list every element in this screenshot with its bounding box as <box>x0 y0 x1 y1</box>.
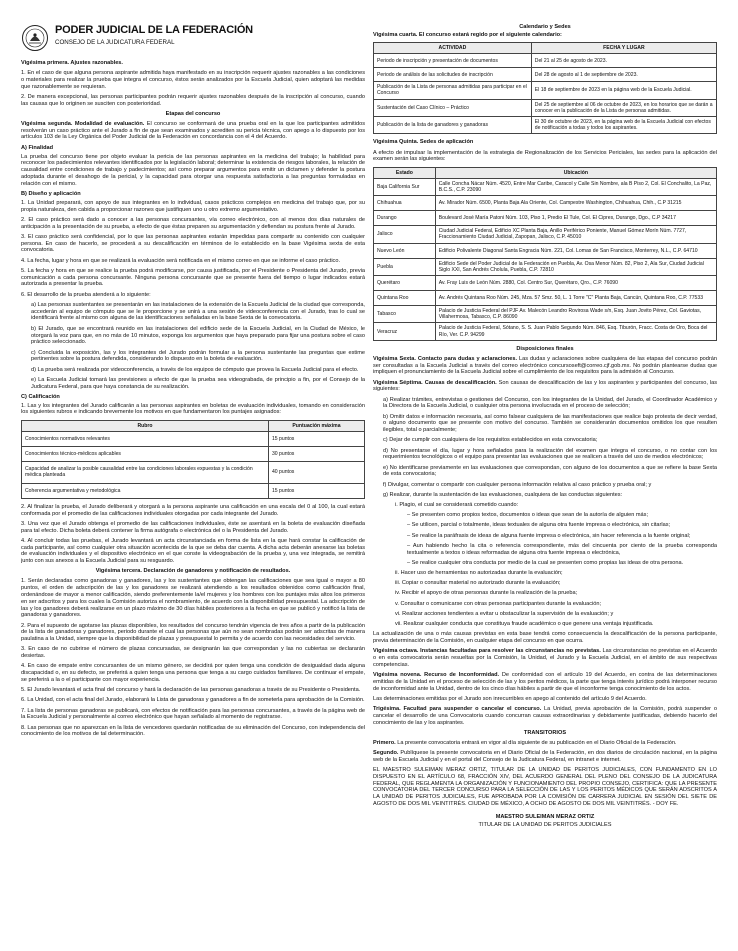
table-row <box>374 243 717 258</box>
clause-text: El concurso se conformará de una prueba oral en la que los participantes admitidos resolverán un caso práctico ante el Jurado a fin de que sean examinados y acrediten su pericia técnica, con apego a lo dispuesto por los artículos 103 de la Ley Orgánica del Poder Judicial de la Federación en concordancia con el 4 del Acuerdo. <box>21 120 365 141</box>
list-item: c) Concluida la exposición, las y los integrantes del Jurado podrán formular a la persona sustentante las preguntas que estime pertinentes sobre la postura defendida, considerando lo dispuesto en la boleta de evaluación. <box>31 349 365 363</box>
clause-text: La presente convocatoria entrará en vigor al día siguiente de su publicación en el Diario Oficial de la Federación. <box>395 739 677 746</box>
list-item: – Aun habiendo hecho la cita o referencia correspondiente, más del cincuenta por ciento de la prueba corresponda textualmente a textos o ideas reformadas de alguna otra fuente impresa o electrónica, <box>407 542 717 556</box>
list-item: – Se presenten como propios textos, documentos o ideas que sean de la autoría de alguien más; <box>407 512 649 519</box>
certification-paragraph: EL MAESTRO SULEIMAN MERAZ ORTIZ, TITULAR DE LA UNIDAD DE PERITOS JUDICIALES, CON FUNDAMENTO EN LO DISPUESTO EN EL ARTÍCULO 68, FRACCIÓN XIV, DEL ACUERDO GENERAL DEL PLENO DEL CONSEJO DE LA JUDICATURA FEDERAL, QUE REGLAMENTA LA ORGANIZACIÓN Y FUNCIONAMIENTO DEL PROPIO CONSEJO, CERTIFICA: QUE LA PRESENTE CONVOCATORIA DEL TERCER CONCURSO PARA LA SELECCIÓN DE LAS Y LOS PERITOS MÉDICOS QUE SERÁN ADSCRITOS A LA UNIDAD DE PERITOS JUDICIALES, FUE APROBADA POR LA COMISIÓN DE CARRERA JUDICIAL EN SESIÓN DEL SIETE DE AGOSTO DE DOS MIL VEINTITRÉS. CIUDAD DE MÉXICO, A OCHO DE AGOSTO DE DOS MIL VEINTITRÉS. - DOY FE. <box>373 767 717 808</box>
table-cell: Periodo de análisis de las solicitudes de inscripción <box>374 68 532 82</box>
paragraph <box>373 672 717 692</box>
table-row <box>374 211 717 226</box>
table-row <box>22 461 365 483</box>
table-row <box>374 68 717 82</box>
clause-title: Trigésima. Facultad para suspender o cancelar el concurso. <box>373 706 542 713</box>
paragraph <box>373 380 717 394</box>
paragraph: A efecto de impulsar la implementación de la estrategia de Regionalización de los Servicios Periciales, las sedes para la aplicación del examen serán las siguientes: <box>373 149 717 163</box>
table-cell: Coherencia argumentativa y metodológica <box>22 483 269 498</box>
clause-text: Son causas de descalificación de las y los aspirantes y participantes del concurso, las siguientes: <box>373 379 717 393</box>
list-item-text: Se utilicen, parcial o totalmente, ideas textuales de alguna otra fuente impresa o electrónica, sin citarlas; <box>411 522 671 529</box>
paragraph: 1. Las y los integrantes del Jurado calificarán a las personas aspirantes en boletas de evaluación individuales, tomando en consideración los siguientes rubros e indicando brevemente los motivos en que fundamentaron los puntajes asignados: <box>21 402 365 416</box>
paragraph: 2. Para el supuesto de agotarse las plazas disponibles, los resultados del concurso tendrán vigencia de tres años a partir de la publicación de la lista de ganadoras y ganadores, periodo durante el cual las personas que aún no sean nombradas podrán ser adscritas de manera paulatina a la Unidad, siempre que la disponibilidad de plazas y presupuestal lo permita y de acuerdo con las necesidades del servicio. <box>21 622 365 643</box>
table-cell: 30 puntos <box>268 446 364 461</box>
table-cell: Conocimientos normativos relevantes <box>22 431 269 446</box>
clause-text: La Unidad, previa aprobación de la Comisión, podrá suspender o cancelar el desarrollo de una Convocatoria cuando concurran causas extraordinarias y debidamente justificadas, debiendo hacerlo del conocimiento de las y los aspirantes. <box>373 706 717 726</box>
table-cell: Av. Mirador Núm. 6500, Planta Baja Ala Oriente, Col. Campestre Washington, Chihuahua, Chih., C.P 31215 <box>435 196 716 211</box>
list-item: iii. Copiar o consultar material no autorizado durante la evaluación; <box>395 580 561 587</box>
paragraph: Las determinaciones emitidas por el Jurado son inrecurribles en apego al contenido del artículo 9 del Acuerdo. <box>373 695 647 702</box>
clause-text: Las dudas y aclaraciones sobre cualquiera de las etapas del concurso podrán ser consultadas a la Escuela Judicial a través del correo electrónico concursoseft@correo.cjf.gob.mx. No podrán plantearse dudas que impliquen el pronunciamiento de la Escuela Judicial sobre el cumplimiento de los requisitos para la admisión al Concurso. <box>373 355 717 376</box>
paragraph: 4. Al concluir todas las pruebas, el Jurado levantará un acta circunstanciada en forma de lista en la que hará constar la calificación de cada participante, así como cualquier otra situación acontecida de la que se deba dar cuenta. A dicha acta deberán anexarse las boletas de evaluación individuales y el dispositivo electrónico en el que conste la videograbación de la prueba y, una vez integrada, se remitirá junto con sus anexos a la Escuela Judicial para su resguardo. <box>21 537 365 565</box>
table-cell: Quintana Roo <box>374 291 436 306</box>
section-heading: Vigésima primera. Ajustes razonables. <box>21 60 123 66</box>
table-cell: Publicación de la Lista de personas admitidas para participar en el Concurso <box>374 82 532 99</box>
table-cell: Baja California Sur <box>374 178 436 195</box>
clause-title: Primero. <box>373 739 396 746</box>
table-cell: Av. Andrés Quintana Roo Núm. 245, Mza. 57 Smz. 50, L. 1 Torre "C" Planta Baja, Cancún, Quintana Roo, C.P. 77533 <box>435 291 716 306</box>
paragraph: 1. La Unidad preparará, con apoyo de sus integrantes en lo individual, casos prácticos complejos en medicina del trabajo que, por su propia naturaleza, den cabida a proporcionar razones que justifiquen uno u otro extremo argumentativo. <box>21 199 365 213</box>
table-cell: Del 21 al 25 de agosto de 2023. <box>531 54 716 68</box>
list-item: e) La Escuela Judicial tomará las previsiones a efecto de que la prueba sea videograbada, de principio a fin, por el Consejo de la Judicatura Federal, para que haya constancia de su realización. <box>31 376 365 390</box>
table-cell: Av. Fray Luis de León Núm. 2880, Col. Centro Sur, Querétaro, Qro., C.P. 76090 <box>435 276 716 291</box>
table-cell: Edificio Sede del Poder Judicial de la Federación en Puebla, Av. Osa Menor Núm. 82, Piso 2, Ala Sur, Ciudad Judicial Siglo XXI, San Andrés Cholula, Puebla, C.P. 72810 <box>435 258 716 275</box>
paragraph <box>373 750 717 764</box>
scoring-table <box>21 420 365 499</box>
clause-title: Vigésima segunda. Modalidad de evaluación. <box>21 120 145 127</box>
signatory-name: MAESTRO SULEIMAN MERAZ ORTIZ <box>495 813 595 820</box>
list-item: a) Realizar trámites, entrevistas o gestiones del Concurso, con los integrantes de la Unidad, del Jurado, el Coordinador Académico y la Directora de la Escuela Judicial, o cualquier otra persona involucrada en el proceso de selección; <box>383 396 717 410</box>
paragraph: 6. El desarrollo de la prueba atenderá a lo siguiente: <box>21 291 151 298</box>
table-cell: Puebla <box>374 258 436 275</box>
clause-title: Vigésima cuarta. El concurso estará regido por el siguiente calendario: <box>373 31 562 38</box>
table-cell: Chihuahua <box>374 196 436 211</box>
paragraph: 5. El Jurado levantará el acta final del concurso y hará la declaración de las personas ganadoras a través de su Presidente o Presidenta. <box>21 687 361 694</box>
table-header: Estado <box>374 167 436 178</box>
paragraph <box>21 121 365 141</box>
org-title: PODER JUDICIAL DE LA FEDERACIÓN <box>55 24 253 36</box>
table-cell: Veracruz <box>374 323 436 340</box>
list-item: g) Realizar, durante la sustentación de las evaluaciones, cualquiera de las conductas siguientes: <box>383 491 623 498</box>
table-row <box>374 82 717 99</box>
clause-title: Vigésima novena. Recurso de Inconformidad. <box>373 672 500 679</box>
table-cell: Calle Concha Nácar Núm. 4520, Entre Mar Caribe, Caracol y Calle Sin Nombre, ala B Piso 2, Col. El Conchalito, La Paz, B.C.S., C.P. 23090 <box>435 178 716 195</box>
clause-text: De conformidad con el artículo 19 del Acuerdo, en contra de las determinaciones emitidas de la Unidad en el proceso de selección de las y los peritos médicos, la parte que tenga interés jurídico podrá interponer recurso de inconformidad ante la Unidad, dentro de los cinco días hábiles a partir de que el inconforme tenga conocimiento de los actos. <box>373 672 717 692</box>
table-header: ACTIVIDAD <box>374 43 532 54</box>
left-column <box>21 0 365 951</box>
list-item-text: Aun habiendo hecho la cita o referencia correspondiente, más del cincuenta por ciento de la prueba corresponda textualmente a textos o ideas reformadas de alguna otra fuente impresa o electrónica, <box>407 542 717 556</box>
table-cell: Del 28 de agosto al 1 de septiembre de 2023. <box>531 68 716 82</box>
table-row <box>374 306 717 323</box>
table-cell: Nuevo León <box>374 243 436 258</box>
list-item: – Se utilicen, parcial o totalmente, ideas textuales de alguna otra fuente impresa o electrónica, sin citarlas; <box>407 522 671 529</box>
table-cell: Capacidad de analizar la posible causalidad entre las condiciones laborales expuestas y la condición médica planteada <box>22 461 269 483</box>
table-row <box>374 323 717 340</box>
table-row <box>374 226 717 243</box>
clause-title: Segundo. <box>373 750 399 756</box>
table-row <box>374 196 717 211</box>
section-heading: Vigésima tercera. Declaración de ganadores y notificación de resultados. <box>95 568 291 575</box>
calendar-table <box>373 42 717 134</box>
paragraph: La prueba del concurso tiene por objeto evaluar la pericia de las personas aspirantes en la medicina del trabajo; la habilidad para reconocer los padecimientos relevantes identificados por la legislación laboral; determinar la existencia de riesgos laborales, la relación de causalidad entre condiciones de trabajo y padecimientos; así como preparar argumentos para emitir un dictamen y defender la postura adoptada durante el desahogo de la pericial, y la capacidad para otorgar una respuesta satisfactoria a las preguntas formuladas en relación con el mismo. <box>21 153 365 187</box>
subsection-heading: C) Calificación <box>21 393 60 400</box>
paragraph: 1. Serán declaradas como ganadoras y ganadores, las y los sustentantes que obtengan las calificaciones que sea igual o mayor a 80 puntos, el orden de adscripción de las y los ganadores se realizará atendiendo a los resultados obtenidos como calificación final, ordenándose de mayor a menor calificación, siendo preferentemente la/el mujeres y los hombres con los puntajes más altos los primeros en ser adscritos y para los cuales la Comisión autoriza el nombramiento, de acuerdo con la disponibilidad presupuestal. La adscripción de las y los ganadores deberá realizarse en un plazo máximo de 30 días hábiles posteriores a la fecha en que se publicó y notificó la lista de ganadoras y ganadores. <box>21 578 365 619</box>
table-cell: Durango <box>374 211 436 226</box>
clause-text: Las circunstancias no previstas en el Acuerdo o en esta convocatoria serán resueltas por la Comisión, la Unidad, el Jurado y la Escuela Judicial, en el ámbito de sus respectivas competencias. <box>373 648 717 668</box>
list-item-text: Se presenten como propios textos, documentos o ideas que sean de la autoría de alguien más; <box>411 512 649 519</box>
table-row <box>374 258 717 275</box>
table-header: Puntuación máxima <box>268 420 364 431</box>
list-item: – Se realice la paráfrasis de ideas de alguna fuente impresa o electrónica, sin hacer referencia a la fuente original; <box>407 532 691 539</box>
table-row <box>374 178 717 195</box>
paragraph: 8. Las personas que no aparezcan en la lista de vencedores quedarán notificadas de su eliminación del Concurso, con independencia del conocimiento de los motivos de tal determinación. <box>21 724 365 738</box>
paragraph: 3. Una vez que el Jurado obtenga el promedio de las calificaciones individuales, éste se asentará en la boleta de evaluación diseñada para tal efecto. Dicha boleta deberá contener la firma autógrafa o electrónica del o la Presidenta del Jurado. <box>21 520 365 534</box>
clause-title: Vigésima octava. Instancias facultadas para resolver las circunstancias no previstas. <box>373 648 601 655</box>
table-cell: Conocimientos técnico-médicos aplicables <box>22 446 269 461</box>
table-cell: El 30 de octubre de 2023, en la página web de la Escuela Judicial con efectos de notificación a todas y todos los aspirantes. <box>531 117 716 134</box>
list-item: iv. Recibir el apoyo de otras personas durante la realización de la prueba; <box>395 590 578 597</box>
table-row <box>374 291 717 306</box>
table-cell: Del 25 de septiembre al 06 de octubre de 2023, en los horarios que se darán a conocer en la publicación de la Lista de personas admitidas. <box>531 99 716 116</box>
table-cell: Tabasco <box>374 306 436 323</box>
table-row <box>374 99 717 116</box>
table-cell: Publicación de la lista de ganadores y ganadoras <box>374 117 532 134</box>
paragraph <box>373 740 717 747</box>
list-item: d) No presentarse el día, lugar y hora señalados para la realización del examen que integra el concurso, o no contar con los requerimientos tecnológicos o el equipo para presentar las evaluaciones que se realicen a través del uso de medios electrónicos; <box>383 447 717 461</box>
table-cell: Boulevard José María Patoni Núm. 103, Piso 1, Predio El Tule, Col. El Cipres, Durango, Dgo., C.P 34217 <box>435 211 716 226</box>
table-cell: Palacio de Justicia Federal, Sótano, S. S. Juan Pablo Segundo Núm. 846, Esq. Tiburón, Fracc. Costa de Oro, Boca del Río, Ver. C.P. 94299 <box>435 323 716 340</box>
clause-title: Vigésima Quinta. Sedes de aplicación <box>373 139 474 146</box>
national-seal-icon <box>21 24 49 52</box>
list-item-text: Se realice la paráfrasis de ideas de alguna fuente impresa o electrónica, sin hacer referencia a la fuente original; <box>411 532 691 539</box>
paragraph: 2. El caso práctico será dado a conocer a las personas concursantes, vía correo electrónico, con al menos dos días naturales de anticipación a la presentación de su prueba, a efecto de que éstas preparen su argumentación y defiendan su postura frente al Jurado. <box>21 216 365 230</box>
paragraph: 4. En caso de empate entre concursantes de un mismo género, se decidirá por quien tenga una condición de desigualdad dada alguna discapacidad o, en su defecto, se preferirá a quien tenga una persona que tenga a su cargo cuidados familiares. De continuar el empate, se preferirá a la o el participante con mayor experiencia. <box>21 663 365 683</box>
paragraph: 2. De manera excepcional, las personas participantes podrán requerir ajustes razonables después de la inscripción al concurso, cuando las causas que lo originen se susciten con posterioridad. <box>21 94 365 107</box>
list-item: b) El Jurado, que se encontrará reunido en las instalaciones del edificio sede de la Escuela Judicial, en la Ciudad de México, le otorgará la voz para que, en no más de 10 minutos, exponga los argumentos que haya preparado para fijar una postura sobre el caso práctico seleccionado. <box>31 325 365 346</box>
list-item: vi. Realizar acciones tendientes a evitar u obstaculizar la supervisión de la evaluación; y <box>395 610 614 617</box>
table-row <box>22 431 365 446</box>
paragraph <box>373 648 717 668</box>
table-cell: Ciudad Judicial Federal, Edificio XC Planta Baja, Anillo Periférico Poniente, Manuel Gómez Morín Núm. 7727, Fraccionamiento Ciudad Judicial, Zapopan, Jalisco, C.P. 45010 <box>435 226 716 243</box>
subsection-heading: A) Finalidad <box>21 144 54 151</box>
page-header <box>21 0 365 60</box>
paragraph: 3. El caso práctico será confidencial, por lo que las personas aspirantes estarán impedidas para compartir su contenido con cualquier persona. En caso de hacerlo, se procederá a su descalificación en términos de lo establecido en la base Vigésima sexta de esta convocatoria. <box>21 233 365 254</box>
list-item: – Se realice cualquier otra conducta por medio de la cual se presenten como propias las ideas de otra persona. <box>407 559 684 566</box>
paragraph: 6. La Unidad, con el acta final del Jurado, elaborará la Lista de ganadoras y ganadores a fin de someterla para aprobación de la Comisión. <box>21 697 365 704</box>
paragraph: 4. La fecha, lugar y hora en que se realizará la evaluación será notificada en el mismo correo en que se informe el caso práctico. <box>21 257 341 264</box>
table-header: Ubicación <box>435 167 716 178</box>
subsection-heading: B) Diseño y aplicación <box>21 190 81 197</box>
table-cell: Edificio Polivalente Diagonal Santa Engracia Núm. 221, Col. Lomas de San Francisco, Monterrey, N.L., C.P. 64710 <box>435 243 716 258</box>
list-item: c) Dejar de cumplir con cualquiera de los requisitos establecidos en esta convocatoria; <box>383 437 598 444</box>
table-cell: 40 puntos <box>268 461 364 483</box>
table-cell: 15 puntos <box>268 483 364 498</box>
table-header: FECHA Y LUGAR <box>531 43 716 54</box>
clause-title: Vigésima Sexta. Contacto para dudas y aclaraciones. <box>373 355 518 362</box>
list-item: vii. Realizar cualquier conducta que constituya fraude académico o que genere una ventaja injustificada. <box>395 621 654 628</box>
list-item: v. Consultar o comunicarse con otras personas participantes durante la evaluación; <box>395 600 602 607</box>
table-row <box>22 446 365 461</box>
paragraph <box>373 706 717 726</box>
table-row <box>22 483 365 498</box>
list-item: b) Omitir datos e información necesaria, así como falsear cualquiera de las manifestaciones que realice bajo protesta de decir verdad, o alguno documento que se presente con motivo del concurso. También se considerarán documentos omitidos los que resulten ilegibles, total o parcialmente; <box>383 413 717 434</box>
table-cell: Querétaro <box>374 276 436 291</box>
paragraph: 1. En el caso de que alguna persona aspirante admitida haya manifestado en su inscripción requerir ajustes razonables a las condiciones o materiales para realizar la prueba que integra el concurso, éstos serán analizados por la Escuela Judicial, quien adoptará las medidas que razonablemente se requieran. <box>21 70 365 90</box>
section-heading: Calendario y Sedes <box>519 24 571 30</box>
paragraph <box>373 356 717 376</box>
table-cell: Periodo de inscripción y presentación de documentos <box>374 54 532 68</box>
org-subtitle: CONSEJO DE LA JUDICATURA FEDERAL <box>55 39 175 47</box>
table-row <box>374 54 717 68</box>
table-cell: 15 puntos <box>268 431 364 446</box>
table-cell: El 18 de septiembre de 2023 en la página web de la Escuela Judicial. <box>531 82 716 99</box>
paragraph: La actualización de una o más causas previstas en esta base tendrá como consecuencia la descalificación de la persona participante, previa determinación de la Comisión, en cualquier etapa del concurso en que ocurra. <box>373 631 717 645</box>
right-column <box>373 0 717 951</box>
venues-table <box>373 167 717 341</box>
clause-text: Publíquese la presente convocatoria en el Diario Oficial de la Federación, en dos diarios de circulación nacional, en la página web de la Escuela Judicial y en el portal del Consejo de la Judicatura Federal, en intranet e internet. <box>373 750 717 763</box>
list-item: f) Divulgar, comentar o compartir con cualquier persona información relativa al caso práctico y prueba oral; y <box>383 481 652 488</box>
paragraph: 2. Al finalizar la prueba, el Jurado deliberará y otorgará a la persona aspirante una calificación en una escala del 0 al 100, la cual estará conformada por el promedio de las calificaciones individuales otorgadas por cada integrante del Jurado. <box>21 503 365 517</box>
paragraph: 3. En caso de no cubrirse el número de plazas concursadas, se designarán las que correspondan y las no cubiertas se declararán desiertas. <box>21 646 365 660</box>
table-row <box>374 117 717 134</box>
clause-title: Vigésima Séptima. Causas de descalificación. <box>373 379 497 386</box>
table-header: Rubro <box>22 420 269 431</box>
paragraph: 7. La lista de personas ganadoras se publicará, con efectos de notificación para las personas concursantes, a través de la página web de la Escuela Judicial y personalmente al correo electrónico que hayan señalado al momento de registrarse. <box>21 707 365 721</box>
list-item: e) No identificarse previamente en las evaluaciones que correspondan, con alguno de los documentos a que se refiere la base Sexta de esta convocatoria; <box>383 464 717 478</box>
list-item: d) La prueba será realizada por videoconferencia, a través de los equipos de cómputo que provea la Escuela Judicial para el efecto. <box>31 366 359 373</box>
list-item-text: Se realice cualquier otra conducta por medio de la cual se presenten como propias las ideas de otra persona. <box>411 559 684 566</box>
table-cell: Sustentación del Caso Clínico – Práctico <box>374 99 532 116</box>
section-heading: Etapas del concurso <box>165 111 221 118</box>
list-item: ii. Hacer uso de herramientas no autorizadas durante la evaluación; <box>395 570 563 577</box>
table-cell: Palacio de Justicia Federal del PJF Av. Malecón Leandro Rovirosa Wade s/n, Esq. Juan Jovito Pérez, Col. Gaviotas, Villahermosa, Tabasco, C.P. 86090 <box>435 306 716 323</box>
table-row <box>374 276 717 291</box>
paragraph: 5. La fecha y hora en que se realice la prueba podrá modificarse, por causa justificada, por el Presidente o Presidenta del Jurado, previa comunicación a cada persona concursante. Ninguna persona concursante que se presente fuera del tiempo o lugar indicados estará autorizada a presentar la prueba. <box>21 267 365 288</box>
section-heading: TRANSITORIOS <box>523 729 567 736</box>
list-item: i. Plagio, el cual se considerará cometido cuando: <box>395 502 519 509</box>
signatory-role: TITULAR DE LA UNIDAD DE PERITOS JUDICIALES <box>478 821 612 828</box>
list-item: a) Las personas sustentantes se presentarán en las instalaciones de la extensión de la Escuela Judicial de la ciudad que corresponda, accederán al equipo de cómputo que se le proporcione y se unirá a una sesión de videoconferencia con el Jurado, tras lo cual se identificará frente al mismo con alguna de las identificaciones señaladas en la base Sexta de la convocatoria. <box>31 301 365 322</box>
table-cell: Jalisco <box>374 226 436 243</box>
section-heading: Disposiciones finales <box>516 345 574 352</box>
